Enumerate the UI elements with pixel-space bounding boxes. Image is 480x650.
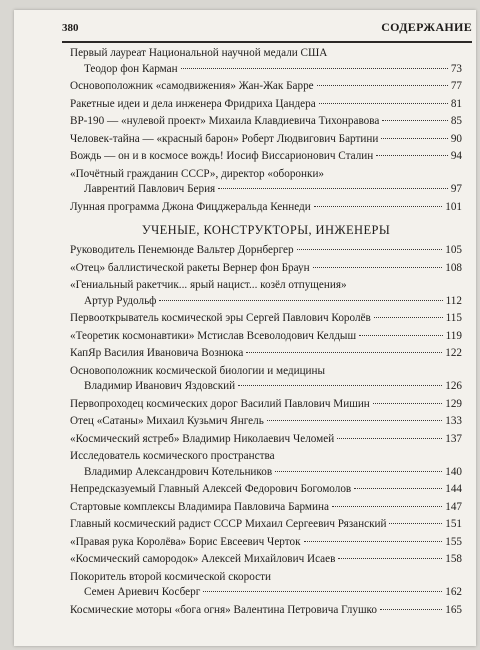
toc-entry-title: Первооткрыватель космической эры Сергей Павлович Королёв bbox=[70, 312, 371, 324]
toc-entry-page: 144 bbox=[445, 483, 462, 495]
toc-entry bbox=[70, 397, 462, 413]
dot-leader bbox=[337, 438, 442, 439]
toc-entry-page: 85 bbox=[450, 115, 462, 127]
dot-leader bbox=[203, 591, 442, 592]
running-title: СОДЕРЖАНИЕ bbox=[381, 20, 472, 34]
toc-entry-page: 140 bbox=[445, 465, 462, 478]
toc-entry-line-final bbox=[70, 552, 462, 568]
dot-leader bbox=[181, 68, 448, 69]
toc-entry-title: Покоритель второй космической скорости bbox=[70, 570, 271, 583]
toc-entry bbox=[70, 46, 462, 77]
dot-leader bbox=[376, 155, 448, 156]
dot-leader bbox=[304, 541, 443, 542]
dot-leader bbox=[354, 488, 442, 489]
toc-entry-title: «Теоретик космонавтики» Мстислав Всеволодович Келдыш bbox=[70, 329, 357, 342]
toc-entry-line-final bbox=[70, 535, 462, 551]
toc-entry-line-final bbox=[70, 500, 462, 516]
dot-leader bbox=[238, 385, 442, 386]
toc-entry-title: «Космический ястреб» Владимир Николаевич Челомей bbox=[70, 432, 335, 445]
dot-leader bbox=[381, 138, 447, 139]
toc-entry-line-final bbox=[70, 346, 462, 362]
toc-entry-page: 133 bbox=[445, 415, 462, 427]
dot-leader bbox=[359, 335, 443, 336]
toc-entry-page: 158 bbox=[445, 553, 462, 565]
toc-entry-title: Непредсказуемый Главный Алексей Федорович Богомолов bbox=[70, 483, 352, 495]
dot-leader bbox=[297, 249, 443, 250]
toc-entry-line-final bbox=[70, 397, 462, 413]
header-rule bbox=[62, 41, 472, 43]
toc-entry-title: «Космический самородок» Алексей Михайлович Исаев bbox=[70, 553, 336, 565]
dot-leader bbox=[374, 317, 443, 318]
toc-entry bbox=[70, 570, 462, 601]
toc-entry-page: 165 bbox=[445, 603, 462, 616]
table-of-contents bbox=[70, 46, 462, 618]
toc-entry-title: Исследователь космического пространства bbox=[70, 450, 275, 462]
page-number: 380 bbox=[62, 22, 79, 34]
toc-entry bbox=[70, 414, 462, 430]
toc-entry-title: ВР-190 — «нулевой проект» Михаила Клавдиевича Тихонравова bbox=[70, 115, 380, 127]
toc-entry-page: 126 bbox=[445, 380, 462, 392]
toc-entry-title: Лаврентий Павлович Берия bbox=[84, 183, 216, 195]
toc-entry bbox=[70, 364, 462, 395]
toc-entry-page: 122 bbox=[445, 347, 462, 359]
toc-entry-line bbox=[70, 167, 462, 183]
toc-entry-title: Руководитель Пенемюнде Вальтер Дорнбергер bbox=[70, 244, 294, 256]
toc-entry-title: Основоположник «самодвижения» Жан-Жак Барре bbox=[70, 80, 314, 92]
dot-leader bbox=[314, 206, 443, 207]
toc-entry-line bbox=[70, 46, 462, 62]
toc-entry-line bbox=[70, 570, 462, 586]
dot-leader bbox=[373, 403, 442, 404]
toc-entry-title: Первопроходец космических дорог Василий Павлович Мишин bbox=[70, 397, 370, 410]
toc-entry-page: 73 bbox=[450, 62, 462, 75]
toc-entry bbox=[70, 243, 462, 259]
toc-entry bbox=[70, 132, 462, 148]
toc-entry-title: «Отец» баллистической ракеты Вернер фон Браун bbox=[70, 261, 310, 274]
toc-entry bbox=[70, 535, 462, 551]
toc-entry-line-final bbox=[70, 482, 462, 498]
toc-entry-line-final bbox=[70, 294, 462, 310]
dot-leader bbox=[389, 523, 442, 524]
page-header bbox=[62, 18, 472, 40]
toc-entry bbox=[70, 603, 462, 619]
section-heading: УЧЕНЫЕ, КОНСТРУКТОРЫ, ИНЖЕНЕРЫ bbox=[141, 223, 391, 237]
toc-entry-line-final bbox=[70, 465, 462, 481]
toc-entry-line bbox=[70, 364, 462, 380]
toc-entry-line-final bbox=[70, 62, 462, 78]
toc-entry-title: Лунная программа Джона Фицджеральда Кеннеди bbox=[70, 200, 311, 213]
toc-entry-line-final bbox=[70, 114, 462, 130]
toc-entry bbox=[70, 517, 462, 533]
toc-entry-line-final bbox=[70, 585, 462, 601]
toc-entry-title: КапЯр Василия Ивановича Вознюка bbox=[70, 347, 244, 359]
toc-entry-page: 115 bbox=[445, 312, 462, 324]
toc-entry-title: Космические моторы «бога огня» Валентина Петровича Глушко bbox=[70, 603, 378, 616]
toc-entry-line-final bbox=[70, 517, 462, 533]
dot-leader bbox=[267, 420, 442, 421]
dot-leader bbox=[382, 120, 447, 121]
toc-entry-title: Вождь — он и в космосе вождь! Иосиф Виссарионович Сталин bbox=[70, 150, 374, 162]
toc-entry-page: 90 bbox=[450, 132, 462, 145]
dot-leader bbox=[275, 471, 442, 472]
toc-entry bbox=[70, 261, 462, 277]
toc-entry-page: 108 bbox=[445, 261, 462, 274]
toc-entry bbox=[70, 329, 462, 345]
toc-entry-page: 112 bbox=[445, 294, 462, 307]
toc-entry bbox=[70, 500, 462, 516]
toc-entry-title: Первый лауреат Национальной научной медали США bbox=[70, 47, 328, 59]
toc-entry-title: Владимир Иванович Яздовский bbox=[84, 380, 236, 392]
toc-entry bbox=[70, 200, 462, 216]
toc-entry-line-final bbox=[70, 261, 462, 277]
toc-entry-page: 94 bbox=[450, 150, 462, 162]
toc-entry-title: «Почётный гражданин СССР», директор «оборонки» bbox=[70, 167, 325, 180]
toc-entry-title: Семен Ариевич Косберг bbox=[84, 586, 201, 598]
toc-entry bbox=[70, 97, 462, 113]
toc-entry-line bbox=[70, 278, 462, 294]
toc-entry-page: 129 bbox=[445, 397, 462, 410]
dot-leader bbox=[319, 103, 448, 104]
toc-entry-title: Ракетные идеи и дела инженера Фридриха Цандера bbox=[70, 97, 316, 110]
toc-entry-line-final bbox=[70, 182, 462, 198]
toc-entry bbox=[70, 149, 462, 165]
toc-entry-line-final bbox=[70, 329, 462, 345]
toc-entry bbox=[70, 114, 462, 130]
toc-entry-page: 77 bbox=[450, 80, 462, 92]
toc-entry-title: Владимир Александрович Котельников bbox=[84, 465, 273, 478]
toc-entry-line-final bbox=[70, 432, 462, 448]
toc-entry bbox=[70, 449, 462, 480]
toc-entry-title: Теодор фон Карман bbox=[84, 62, 178, 75]
toc-entry-page: 81 bbox=[450, 97, 462, 110]
toc-entry-line-final bbox=[70, 243, 462, 259]
toc-entry-page: 147 bbox=[445, 500, 462, 513]
toc-entry bbox=[70, 552, 462, 568]
dot-leader bbox=[313, 267, 443, 268]
toc-entry-line-final bbox=[70, 379, 462, 395]
toc-entry-line-final bbox=[70, 603, 462, 619]
toc-entry-line bbox=[70, 449, 462, 465]
toc-entry-page: 137 bbox=[445, 432, 462, 445]
toc-entry-page: 151 bbox=[445, 518, 462, 530]
toc-entry-line-final bbox=[70, 132, 462, 148]
toc-group-persons bbox=[70, 46, 462, 215]
toc-entry-title: «Гениальный ракетчик... ярый нацист... козёл отпущения» bbox=[70, 279, 347, 291]
toc-entry-title: Артур Рудольф bbox=[84, 294, 157, 307]
dot-leader bbox=[159, 300, 442, 301]
toc-entry bbox=[70, 432, 462, 448]
toc-group-scientists bbox=[70, 243, 462, 618]
toc-entry-title: Человек-тайна — «красный барон» Роберт Людвигович Бартини bbox=[70, 132, 379, 145]
toc-entry-line-final bbox=[70, 414, 462, 430]
toc-entry bbox=[70, 346, 462, 362]
toc-entry-title: Стартовые комплексы Владимира Павловича Бармина bbox=[70, 500, 329, 513]
toc-entry bbox=[70, 278, 462, 309]
dot-leader bbox=[338, 558, 442, 559]
toc-entry-title: Основоположник космической биологии и медицины bbox=[70, 364, 326, 377]
toc-entry-line-final bbox=[70, 200, 462, 216]
toc-entry-page: 97 bbox=[450, 183, 462, 195]
toc-entry bbox=[70, 79, 462, 95]
toc-entry-page: 105 bbox=[445, 244, 462, 256]
toc-entry-line-final bbox=[70, 97, 462, 113]
toc-entry-page: 101 bbox=[445, 200, 462, 213]
dot-leader bbox=[218, 188, 448, 189]
toc-entry-line-final bbox=[70, 311, 462, 327]
toc-entry-title: Отец «Сатаны» Михаил Кузьмич Янгель bbox=[70, 415, 264, 427]
toc-entry-page: 119 bbox=[445, 329, 462, 342]
toc-entry-line-final bbox=[70, 149, 462, 165]
toc-entry bbox=[70, 311, 462, 327]
toc-entry bbox=[70, 482, 462, 498]
toc-entry bbox=[70, 167, 462, 198]
dot-leader bbox=[380, 609, 442, 610]
toc-entry-line-final bbox=[70, 79, 462, 95]
book-page bbox=[14, 10, 476, 646]
dot-leader bbox=[317, 85, 448, 86]
toc-entry-title: «Правая рука Королёва» Борис Евсеевич Черток bbox=[70, 535, 301, 548]
toc-entry-title: Главный космический радист СССР Михаил Сергеевич Рязанский bbox=[70, 518, 387, 530]
toc-entry-page: 162 bbox=[445, 586, 462, 598]
dot-leader bbox=[246, 352, 442, 353]
dot-leader bbox=[332, 506, 442, 507]
toc-entry-page: 155 bbox=[445, 535, 462, 548]
